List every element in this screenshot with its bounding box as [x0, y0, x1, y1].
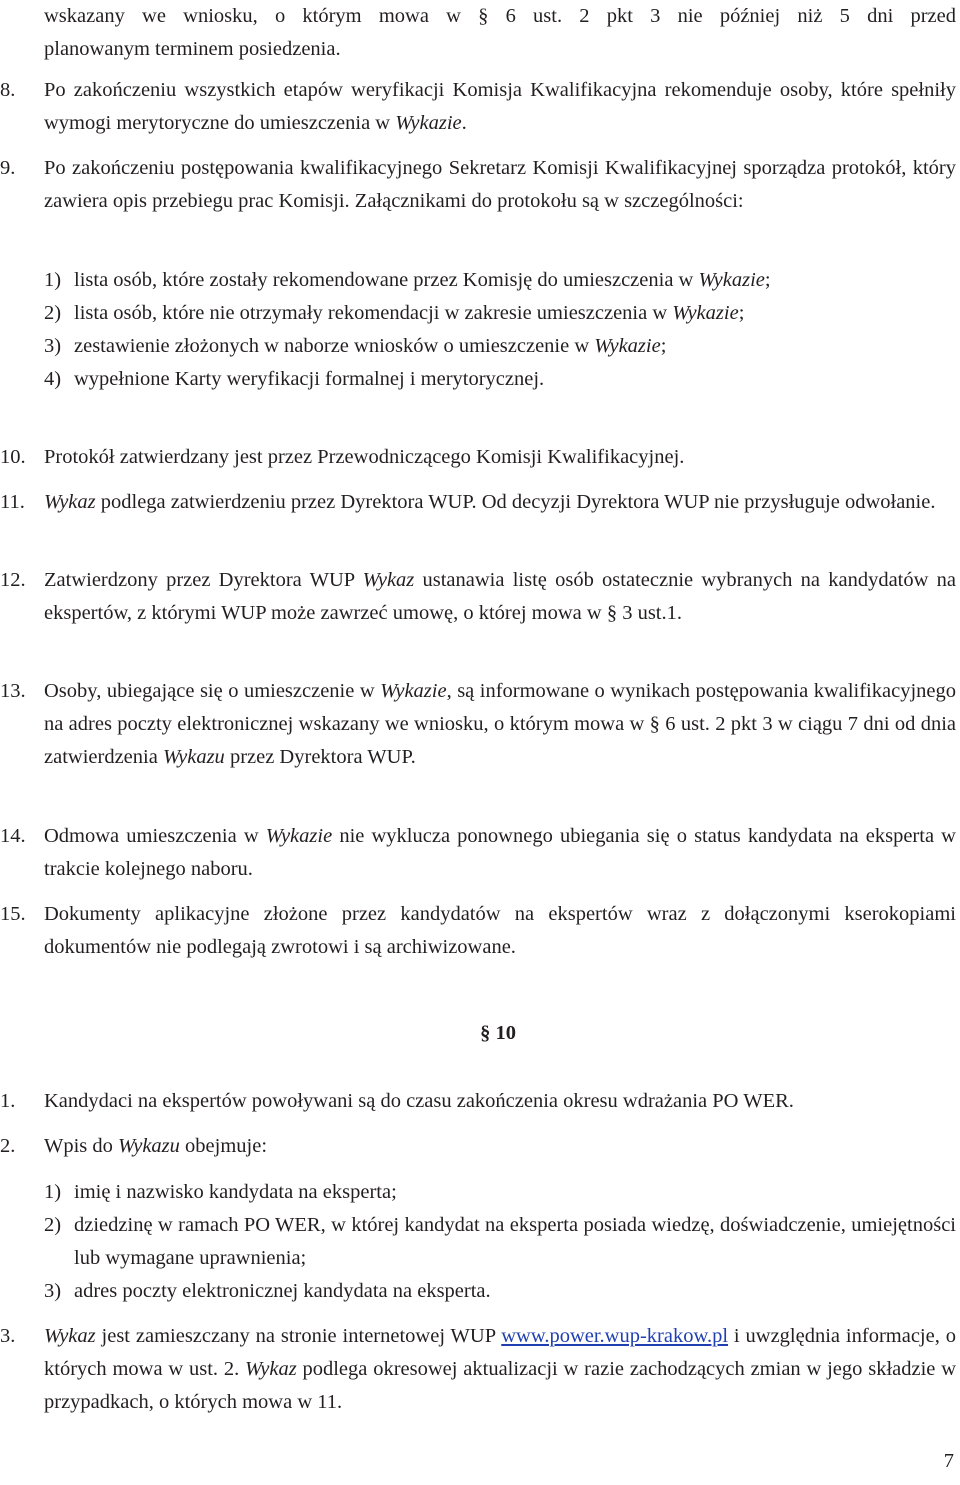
item-number: 9.	[0, 157, 16, 179]
list-item-9	[0, 152, 956, 218]
sub-list-2	[0, 1176, 956, 1308]
continued-line-1: wskazany we wniosku, o którym mowa w § 6 ust. 2 pkt 3 nie później niż 5 dni przed	[44, 5, 956, 27]
sub-list-9	[0, 264, 956, 396]
list-item-12: 12. Zatwierdzony przez Dyrektora WUP Wykaz ustanawia listę osób ostatecznie wybranych na kandydatów na ekspertów, z którymi WUP może zawrzeć umowę, o której mowa w § 3 ust.1.	[0, 569, 956, 624]
s10-item-1: 1. Kandydaci na ekspertów powoływani są do czasu zakończenia okresu wdrażania PO WER.	[0, 1090, 794, 1112]
page-number: 7	[943, 1450, 954, 1472]
sub-item-4: 4) wypełnione Karty weryfikacji formalnej i merytorycznej.	[44, 368, 545, 390]
item-text: Po zakończeniu postępowania kwalifikacyjnego Sekretarz Komisji Kwalifikacyjnej sporządza protokół, który zawiera opis przebiegu prac Komisji. Załącznikami do protokołu są w szczególności:	[44, 157, 956, 212]
list-item-10: 10. Protokół zatwierdzany jest przez Przewodniczącego Komisji Kwalifikacyjnej.	[0, 446, 685, 468]
s10-item-2: 2. Wpis do Wykazu obejmuje:	[0, 1135, 268, 1157]
sub-item-1: 1) lista osób, które zostały rekomendowane przez Komisję do umieszczenia w Wykazie;	[44, 269, 771, 291]
website-link[interactable]: www.power.wup-krakow.pl	[501, 1325, 729, 1347]
section-heading: § 10	[480, 1022, 516, 1044]
item-text: Po zakończeniu wszystkich etapów weryfikacji Komisja Kwalifikacyjna rekomenduje osoby, które spełniły wymogi merytoryczne do umieszczenia w Wykazie.	[44, 79, 956, 134]
item-number: 8.	[0, 79, 16, 101]
list-item-15: 15. Dokumenty aplikacyjne złożone przez kandydatów na ekspertów wraz z dołączonymi kserokopiami dokumentów nie podlegają zwrotowi i są archiwizowane.	[0, 903, 956, 958]
s10-item-3: 3. Wykaz jest zamieszczany na stronie internetowej WUP www.power.wup-krakow.pl i uwzględnia informacje, o których mowa w ust. 2. Wykaz podlega okresowej aktualizacji w razie zachodzących zmian w jego składzie w przypadkach, o których mowa w 11.	[0, 1325, 957, 1413]
list-item-13: 13. Osoby, ubiegające się o umieszczenie w Wykazie, są informowane o wynikach postępowania kwalifikacyjnego na adres poczty elektronicznej wskazany we wniosku, o którym mowa w § 6 ust. 2 pkt 3 w ciągu 7 dni od dnia zatwierdzenia Wykazu przez Dyrektora WUP.	[0, 680, 956, 768]
continued-line-2: planowanym terminem posiedzenia.	[44, 38, 341, 60]
sub2-item-3: 3) adres poczty elektronicznej kandydata na eksperta.	[44, 1280, 491, 1302]
list-item-8	[0, 74, 956, 140]
sub-item-2: 2) lista osób, które nie otrzymały rekomendacji w zakresie umieszczenia w Wykazie;	[44, 302, 745, 324]
sub2-item-2: 2) dziedzinę w ramach PO WER, w której kandydat na eksperta posiada wiedzę, doświadczenie, umiejętności lub wymagane uprawnienia;	[44, 1214, 956, 1269]
list-item-14: 14. Odmowa umieszczenia w Wykazie nie wyklucza ponownego ubiegania się o status kandydata na eksperta w trakcie kolejnego naboru.	[0, 825, 956, 880]
sub-item-3: 3) zestawienie złożonych w naborze wniosków o umieszczenie w Wykazie;	[44, 335, 667, 357]
list-item-11: 11. Wykaz podlega zatwierdzeniu przez Dyrektora WUP. Od decyzji Dyrektora WUP nie przysługuje odwołanie.	[0, 491, 936, 513]
continued-paragraph	[0, 0, 956, 66]
sub2-item-1: 1) imię i nazwisko kandydata na eksperta;	[44, 1181, 397, 1203]
